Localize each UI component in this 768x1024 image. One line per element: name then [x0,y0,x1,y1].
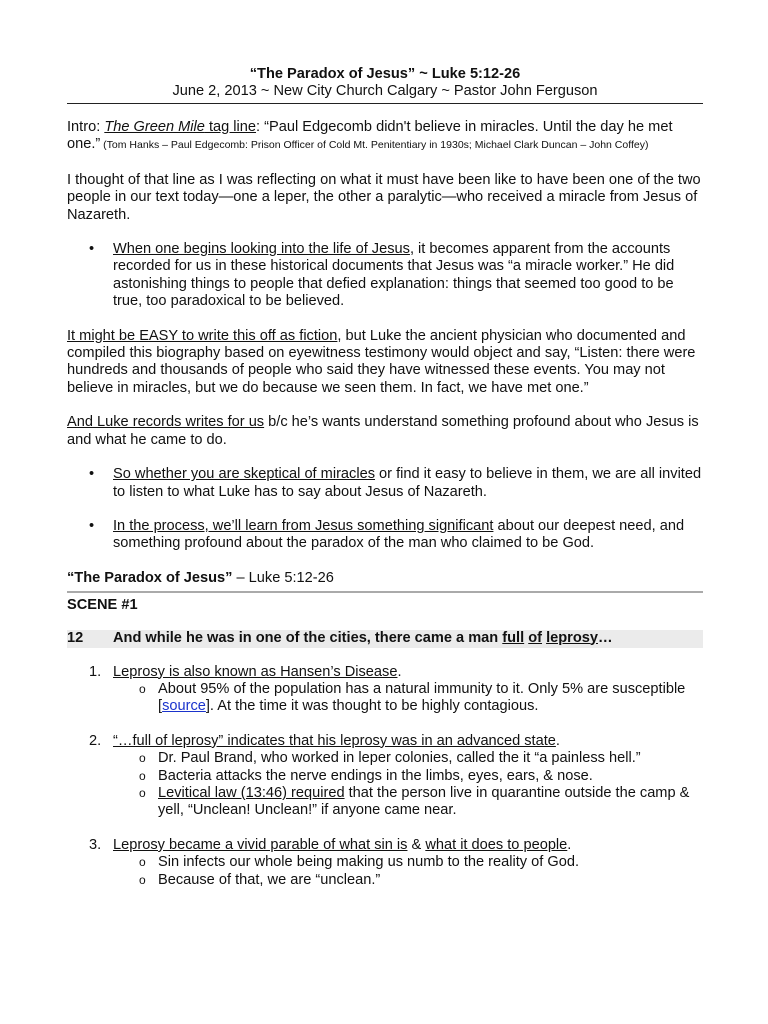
header-rule [67,103,703,104]
point-1 [67,664,703,681]
paragraph-2 [67,328,703,398]
sub-text: Because of that, we are “unclean.” [158,871,381,888]
sub-text-underlined: Levitical law (13:46) required [158,784,345,801]
sub-text: Dr. Paul Brand, who worked in leper colonies, called the it “a painless hell.” [158,750,641,767]
intro-film-title: The Green Mile [104,119,205,135]
point-2 [67,733,703,750]
sub-text: Bacteria attacks the nerve endings in the limbs, eyes, ears, & nose. [158,767,593,784]
verse-12 [67,630,703,648]
section-rule [67,591,703,593]
sub-bullet-icon: o [139,751,146,766]
paragraph-3-text: b/c he’s wants understand something profound about who Jesus is and what he came to do. [67,414,699,448]
section-heading-reference: – Luke 5:12-26 [232,569,334,586]
bullet-1-underlined: When one begins looking into the life of Jesus [113,241,410,258]
intro-label: Intro: [67,119,105,135]
sub-bullet-icon: o [139,681,146,696]
bullet-2-text: or find it easy to believe in them, we are all invited to listen to what Luke has to say about Jesus of Nazareth. [113,466,702,500]
point-1-text: . [397,663,402,680]
point-2-sub-1 [67,750,703,767]
bullet-dot: • [89,517,95,534]
intro-paragraph [67,119,703,155]
sub-bullet-icon: o [139,872,146,887]
bullet-2 [67,466,703,501]
point-3-text: . [567,836,572,853]
point-3-underlined: Leprosy became a vivid parable of what sin is [113,836,408,853]
bullet-1 [67,241,703,311]
point-2-underlined: “…full of leprosy” indicates that his leprosy was in an advanced state [113,732,556,749]
sub-bullet-icon: o [139,855,146,870]
bullet-1-text: , it becomes apparent from the accounts recorded for us in these historical documents that Jesus was “a miracle worker.” He did astonishing things to people that defied explanation: things that seemed too good to be true, too paradoxical to be believed. [113,241,675,310]
point-number: 1. [89,663,102,680]
point-2-sub-3 [67,785,703,820]
intro-note: (Tom Hanks – Paul Edgecomb: Prison Officer of Cold Mt. Penitentiary in 1930s; Michael Clark Duncan – John Coffey) [100,139,649,152]
bullet-dot: • [89,466,95,483]
paragraph-2-underlined: It might be EASY to write this off as fiction [67,327,338,344]
page-title: “The Paradox of Jesus” ~ Luke 5:12-26 [249,66,521,82]
verse-ellipsis: … [598,629,613,646]
sub-bullet-icon: o [139,768,146,783]
page-subtitle: June 2, 2013 ~ New City Church Calgary ~ Pastor John Ferguson [172,83,598,99]
paragraph-2-text: , but Luke the ancient physician who documented and compiled this biography based on eyewitness testimony would object and say, “Listen: there were hundreds and thousands of people who said they have witnessed these events. You may not believe in miracles, but we do because we seen them. In fact, we have met one.” [67,327,696,396]
sub-bullet-icon: o [139,785,146,800]
point-number: 3. [89,836,102,853]
scene-heading: SCENE #1 [67,597,138,614]
bullet-3 [67,518,703,553]
document-page [67,66,703,889]
bullet-dot: • [89,241,95,258]
point-3-mid: & [407,836,426,853]
point-3 [67,837,703,854]
bullet-3-underlined: In the process, we’ll learn from Jesus something significant [113,517,494,534]
sub-text: About 95% of the population has a natural immunity to it. Only 5% are susceptible [ [158,680,686,715]
section-heading-title: “The Paradox of Jesus” [67,569,233,586]
section-heading [67,570,703,587]
verse-word-of: of [528,629,543,646]
point-3-sub-1 [67,854,703,871]
verse-word-full: full [502,629,525,646]
bullet-2-underlined: So whether you are skeptical of miracles [113,466,375,483]
source-link[interactable]: source [162,698,206,715]
paragraph-1: I thought of that line as I was reflecting on what it must have been like to have been one of the two people in our text today—one a leper, the other a paralytic—who received a miracle from Jesus of Nazareth. [67,171,701,223]
point-1-sub-1 [67,681,703,716]
intro-quote: “Paul Edgecomb didn't believe in miracles. Until the day he met one.” [67,119,673,153]
intro-tagline-label: tag line [204,119,257,135]
paragraph-3 [67,414,703,449]
point-3-sub-2 [67,872,703,889]
sub-text: that the person live in quarantine outside the camp & yell, “Unclean! Unclean!” if anyone came near. [158,784,690,819]
sub-text: ]. At the time it was thought to be highly contagious. [205,698,539,715]
point-number: 2. [89,732,102,749]
intro-colon: : [256,119,265,135]
point-3-underlined-2: what it does to people [425,836,568,853]
sub-text: Sin infects our whole being making us numb to the reality of God. [158,854,580,871]
paragraph-3-underlined: And Luke records writes for us [67,414,265,431]
verse-text: And while he was in one of the cities, there came a man [113,629,503,646]
verse-word-leprosy: leprosy [546,629,598,646]
bullet-3-text: about our deepest need, and something profound about the paradox of the man who claimed to be God. [113,517,685,552]
verse-number: 12 [67,629,84,646]
point-1-underlined: Leprosy is also known as Hansen’s Disease [113,663,398,680]
point-2-text: . [555,732,560,749]
point-2-sub-2 [67,768,703,785]
